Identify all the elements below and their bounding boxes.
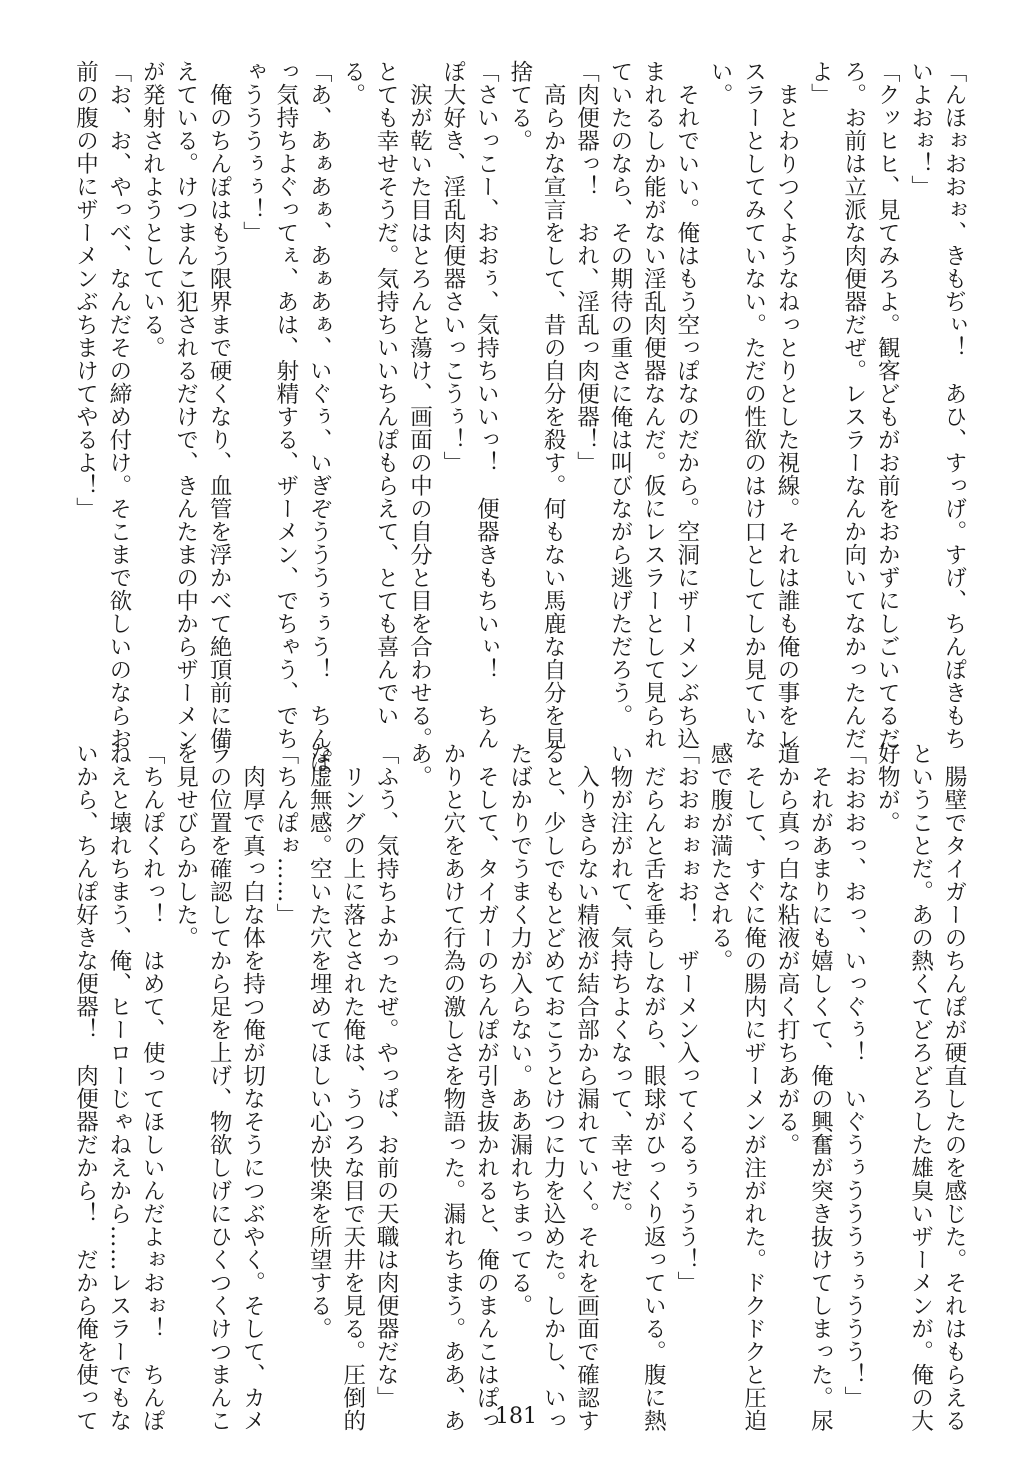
text-line: リングの上に落とされた俺は、うつろな目で天井を見る。圧倒的 (339, 742, 366, 1432)
text-line: 「お、お、やっべ、なんだその締め付け。そこまで欲しいのならお (105, 60, 132, 750)
text-line: いから、ちんぽ好きな便器！ 肉便器だから！ だから俺を使って (72, 742, 99, 1432)
text-line: 前の腹の中にザーメンぶちまけてやるよ！」 (72, 60, 99, 520)
text-line: 「んほぉおおぉ、きもぢぃ！ あひ、すっげ。すげ、ちんぽきもち (941, 60, 967, 750)
text-line: ということだ。あの熱くてどろどろした雄臭いザーメンが。俺の大 (907, 742, 934, 1432)
text-line: 道から真っ白な粘液が高く打ちあがる。 (773, 742, 800, 1156)
text-line: 「肉便器っ！ おれ、淫乱っ肉便器！」 (573, 60, 600, 474)
text-line: よ」 (807, 60, 834, 106)
text-line: 肉厚で真っ白な体を持つ俺が切なそうにつぶやく。そして、カメ (239, 742, 266, 1432)
text-line: 腸壁でタイガーのちんぽが硬直したのを感じた。それはもらえる (941, 742, 967, 1432)
text-line: ぽ大好き、淫乱肉便器さいっこうぅ！」 (439, 60, 466, 474)
text-line: あ。 (406, 742, 433, 788)
text-line: い。 (707, 60, 734, 106)
text-line: い物が注がれて、気持ちよくなって、幸せだ。 (606, 742, 633, 1225)
text-line: ていたのなら、その期待の重さに俺は叫びながら逃げただろう。 (606, 60, 633, 727)
text-line: ねえと壊れちまう、俺、ヒーローじゃねえから……レスラーでもな (105, 742, 132, 1432)
text-line: が発射されようとしている。 (139, 60, 166, 359)
text-line: 好物が。 (874, 742, 901, 834)
text-line: それがあまりにも嬉しくて、俺の興奮が突き抜けてしまった。尿 (807, 742, 834, 1432)
text-line: 「ふう、気持ちよかったぜ。やっぱ、お前の天職は肉便器だな」 (373, 742, 400, 1409)
text-line: ろ。お前は立派な肉便器だぜ。レスラーなんか向いてなかったんだ (840, 60, 867, 750)
text-line: ると、少しでもとどめておこうとけつに力を込めた。しかし、いっ (540, 742, 567, 1432)
text-line: る。 (339, 60, 366, 106)
text-line: 「クッヒヒ、見てみろよ。観客どもがお前をおかずにしごいてるだ (874, 60, 901, 750)
text-line: スラーとしてみていない。ただの性欲のはけ口としてしか見ていな (740, 60, 767, 750)
page-number: 181 (495, 1404, 537, 1429)
text-line: 「おおおっ、おっ、いっぐぅ！ いぐうぅうううぅぅううう！」 (840, 742, 867, 1409)
text-line: それでいい。俺はもう空っぽなのだから。空洞にザーメンぶち込 (673, 60, 700, 750)
text-line: を見せびらかした。 (172, 742, 199, 949)
text-line: えている。けつまんこ犯されるだけで、きんたまの中からザーメン (172, 60, 199, 750)
text-line: 高らかな宣言をして、昔の自分を殺す。何もない馬鹿な自分を見 (540, 60, 567, 750)
text-line: 感で腹が満たされる。 (707, 742, 734, 972)
text-line: そして、すぐに俺の腸内にザーメンが注がれた。ドクドクと圧迫 (740, 742, 767, 1432)
text-line: な虚無感。空いた穴を埋めてほしい心が快楽を所望する。 (306, 742, 333, 1340)
text-line: 「ちんぽくれっ！ はめて、使ってほしいんだよぉおぉ！ ちんぽ (139, 742, 166, 1432)
text-line: 「おおぉぉぉお！ ザーメン入ってくるぅぅうう！」 (673, 742, 700, 1294)
text-line: いよおぉ！」 (907, 60, 934, 198)
text-line: そして、タイガーのちんぽが引き抜かれると、俺のまんこはぽっ (473, 742, 500, 1432)
text-line: 捨てる。 (506, 60, 533, 152)
text-line: だらんと舌を垂らしながら、眼球がひっくり返っている。腹に熱 (640, 742, 667, 1432)
text-line: まとわりつくようなねっとりとした視線。それは誰も俺の事をレ (773, 60, 800, 750)
text-line: かりと穴をあけて行為の激しさを物語った。漏れちまう。ああ、あ (439, 742, 466, 1432)
text-line: 涙が乾いた目はとろんと蕩け、画面の中の自分と目を合わせる。 (406, 60, 433, 750)
text-line: 入りきらない精液が結合部から漏れていく。それを画面で確認す (573, 742, 600, 1432)
upper-text-block (60, 60, 970, 773)
text-line: 「あ、あぁあぁ、あぁあぁ、いぐぅ、いぎぞうううぅぅう！ ちんぽ (306, 60, 333, 773)
text-line: っ気持ちよぐってぇ、あは、射精する、ザーメン、でちゃう、でち (272, 60, 299, 750)
text-line: 俺のちんぽはもう限界まで硬くなり、血管を浮かべて絶頂前に備 (206, 60, 233, 750)
text-line: たばかりでうまく力が入らない。ああ漏れちまってる。 (506, 742, 533, 1317)
text-line: 「ちんぽぉ……」 (272, 742, 299, 926)
text-line: まれるしか能がない淫乱肉便器なんだ。仮にレスラーとして見られ (640, 60, 667, 750)
text-line: とても幸せそうだ。気持ちいいちんぽもらえて、とても喜んでい (373, 60, 400, 727)
text-line: 「さいっこー、おおぅ、気持ちいいっ！ 便器きもちいぃ！ ちん (473, 60, 500, 750)
text-line: ラの位置を確認してから足を上げ、物欲しげにひくつくけつまんこ (206, 742, 233, 1432)
text-line: ゃうううぅぅ！」 (239, 60, 266, 244)
